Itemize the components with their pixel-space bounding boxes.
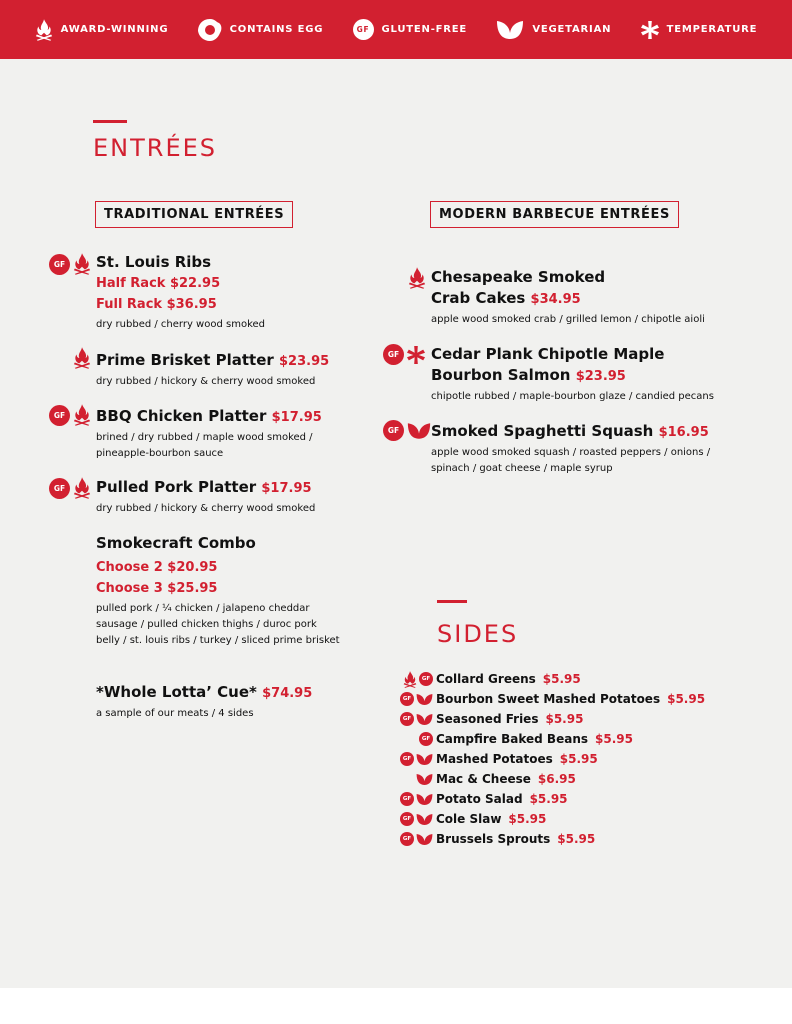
menu-item-cedar-plank-salmon (431, 344, 751, 405)
gf-icon: GF (383, 420, 404, 441)
item-icons (49, 253, 91, 275)
legend-label: TEMPERATURE (666, 24, 758, 35)
menu-item-spaghetti-squash (431, 421, 751, 477)
item-icons (395, 792, 433, 806)
item-description: apple wood smoked crab / grilled lemon / chipotle aioli (431, 314, 705, 325)
item-icons (383, 420, 431, 441)
menu-item-pulled-pork (96, 477, 356, 517)
item-name-line (431, 421, 751, 443)
item-price: Choose 3 $25.95 (96, 581, 218, 596)
gf-icon: GF (49, 478, 70, 499)
item-description: chipotle rubbed / maple-bourbon glaze / candied pecans (431, 391, 714, 402)
legend-bar (0, 0, 792, 59)
legend-label: VEGETARIAN (532, 24, 612, 35)
menu-item-prime-brisket (96, 350, 356, 390)
item-name-line (96, 406, 346, 428)
flame-icon (35, 19, 53, 41)
item-description: a sample of our meats / 4 sides (96, 708, 254, 719)
item-icons (408, 267, 426, 289)
item-icons (395, 732, 433, 746)
side-price: $6.95 (537, 772, 576, 786)
legend-temperature (641, 21, 758, 39)
side-name: Mashed Potatoes (436, 752, 553, 766)
legend-label: CONTAINS EGG (229, 24, 324, 35)
legend-award-winning (35, 19, 169, 41)
gf-icon: GF (400, 812, 414, 826)
item-name: St. Louis Ribs (96, 253, 212, 271)
item-price: Half Rack $22.95 (96, 276, 221, 291)
item-description: pulled pork / ¼ chicken / jalapeno cheddar sausage / pulled chicken thighs / duroc pork belly / st. louis ribs / turkey / sliced prime brisket (96, 603, 340, 646)
flame-icon (73, 477, 91, 499)
flame-icon (73, 253, 91, 275)
side-price: $5.95 (529, 792, 568, 806)
side-name: Collard Greens (436, 672, 536, 686)
side-item-collard-greens (395, 669, 581, 689)
item-name-line (96, 477, 356, 499)
gf-icon: GF (400, 752, 414, 766)
modern-entrees-heading: MODERN BARBECUE ENTRÉES (430, 201, 679, 228)
flame-icon (403, 671, 417, 688)
item-name: Cedar Plank Chipotle Maple (431, 345, 665, 363)
item-icons (73, 347, 91, 369)
sides-title: SIDES (437, 620, 519, 648)
item-price: $74.95 (262, 686, 313, 701)
item-description: brined / dry rubbed / maple wood smoked / pineapple-bourbon sauce (96, 432, 313, 459)
item-price: $17.95 (271, 410, 322, 425)
item-name: Crab Cakes (431, 289, 526, 307)
leaf-icon (416, 753, 433, 766)
side-price: $5.95 (557, 832, 596, 846)
item-price: $16.95 (658, 425, 709, 440)
gf-icon: GF (400, 692, 414, 706)
gf-icon: GF (419, 672, 433, 686)
item-price: $23.95 (279, 354, 330, 369)
item-icons (49, 404, 91, 426)
gf-icon: GF (353, 19, 374, 40)
side-item-brussels-sprouts (395, 829, 595, 849)
side-price: $5.95 (545, 712, 584, 726)
side-name: Cole Slaw (436, 812, 502, 826)
item-name-line (96, 350, 356, 372)
gf-icon: GF (49, 254, 70, 275)
leaf-icon (416, 833, 433, 846)
item-icons (49, 477, 91, 499)
item-icons (395, 692, 433, 706)
side-price: $5.95 (508, 812, 547, 826)
item-name: Prime Brisket Platter (96, 351, 274, 369)
menu-item-st-louis-ribs (96, 252, 346, 333)
item-name: Smoked Spaghetti Squash (431, 422, 654, 440)
gf-icon: GF (400, 832, 414, 846)
side-price: $5.95 (595, 732, 633, 746)
menu-item-whole-lotta-cue (96, 682, 356, 722)
item-name: Pulled Pork Platter (96, 478, 257, 496)
leaf-icon (496, 20, 524, 40)
side-price: $5.95 (667, 692, 706, 706)
item-name: Bourbon Salmon (431, 366, 571, 384)
side-name: Brussels Sprouts (436, 832, 551, 846)
section-accent-bar (437, 600, 467, 603)
legend-gluten-free (353, 19, 468, 40)
gf-icon: GF (383, 344, 404, 365)
item-price: $34.95 (530, 292, 581, 307)
item-icons (395, 812, 433, 826)
legend-label: AWARD-WINNING (60, 24, 169, 35)
side-item-campfire-beans (395, 729, 633, 749)
item-description: dry rubbed / hickory & cherry wood smoked (96, 376, 316, 387)
item-name-line (96, 682, 356, 704)
side-name: Potato Salad (436, 792, 523, 806)
gf-icon: GF (400, 792, 414, 806)
item-description: apple wood smoked squash / roasted peppers / onions / spinach / goat cheese / maple syrup (431, 447, 711, 474)
traditional-entrees-heading: TRADITIONAL ENTRÉES (95, 201, 293, 228)
item-icons (395, 773, 433, 786)
item-icons (395, 712, 433, 726)
gf-icon: GF (400, 712, 414, 726)
item-description: dry rubbed / cherry wood smoked (96, 319, 266, 330)
egg-icon (198, 19, 222, 41)
legend-label: GLUTEN-FREE (381, 24, 468, 35)
leaf-icon (416, 813, 433, 826)
item-description: dry rubbed / hickory & cherry wood smoked (96, 503, 316, 514)
side-item-potato-salad (395, 789, 568, 809)
legend-vegetarian (496, 20, 611, 40)
leaf-icon (416, 773, 433, 786)
item-name: Smokecraft Combo (96, 534, 256, 552)
gf-icon: GF (419, 732, 433, 746)
item-name: Chesapeake Smoked (431, 268, 606, 286)
item-name: BBQ Chicken Platter (96, 407, 267, 425)
section-accent-bar (93, 120, 127, 123)
menu-item-crab-cakes (431, 267, 751, 328)
side-price: $5.95 (559, 752, 598, 766)
leaf-icon (416, 793, 433, 806)
side-name: Seasoned Fries (436, 712, 539, 726)
side-item-seasoned-fries (395, 709, 583, 729)
item-icons (395, 832, 433, 846)
menu-item-bbq-chicken (96, 406, 346, 462)
side-name: Campfire Baked Beans (436, 732, 589, 746)
item-price: $17.95 (261, 481, 312, 496)
side-item-cole-slaw (395, 809, 546, 829)
side-item-bourbon-sweet-mashed (395, 689, 705, 709)
item-name-line (431, 365, 751, 387)
side-price: $5.95 (542, 672, 581, 686)
item-name: *Whole Lotta’ Cue* (96, 683, 257, 701)
entrees-title: ENTRÉES (93, 134, 218, 162)
legend-contains-egg (198, 19, 324, 41)
side-name: Mac & Cheese (436, 772, 531, 786)
side-item-mashed-potatoes (395, 749, 598, 769)
side-name: Bourbon Sweet Mashed Potatoes (436, 692, 661, 706)
flame-icon (408, 267, 426, 289)
menu-item-smokecraft-combo (96, 533, 341, 649)
side-item-mac-cheese (395, 769, 576, 789)
flame-icon (73, 404, 91, 426)
asterisk-icon (641, 21, 659, 39)
leaf-icon (407, 422, 431, 440)
item-icons (383, 344, 425, 365)
item-price: $23.95 (575, 369, 626, 384)
flame-icon (73, 347, 91, 369)
item-name-line (431, 288, 751, 310)
item-icons (395, 671, 433, 688)
item-price: Full Rack $36.95 (96, 297, 217, 312)
leaf-icon (416, 693, 433, 706)
asterisk-icon (407, 346, 425, 364)
leaf-icon (416, 713, 433, 726)
gf-icon: GF (49, 405, 70, 426)
item-price: Choose 2 $20.95 (96, 560, 218, 575)
item-icons (395, 752, 433, 766)
